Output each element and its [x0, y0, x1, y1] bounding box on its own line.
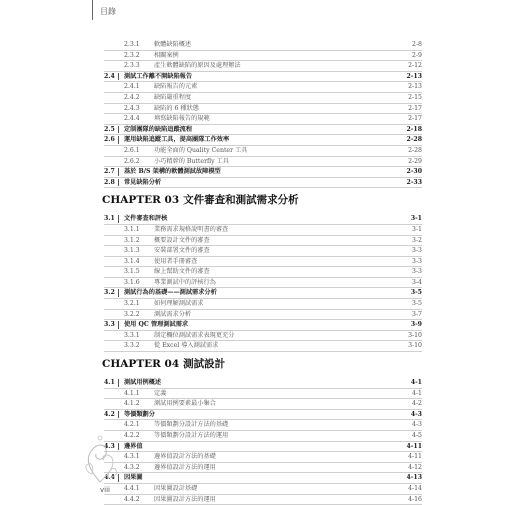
- section-separator: [118, 73, 119, 81]
- section-title: 因果圖設計方法的運用: [154, 495, 216, 503]
- toc-section-row[interactable]: [104, 178, 422, 189]
- page-reference: 3-7: [412, 310, 422, 318]
- toc-section-row[interactable]: [104, 135, 422, 146]
- section-number: 3.1.2: [124, 236, 140, 244]
- floral-ornament: [80, 430, 120, 485]
- toc-subsection-row[interactable]: [104, 420, 422, 431]
- toc-subsection-row[interactable]: [104, 157, 422, 168]
- toc-section-row[interactable]: [104, 288, 422, 299]
- page-reference: 3-5: [412, 300, 422, 308]
- section-number: 2.3.3: [124, 62, 140, 70]
- page-reference: 2-28: [408, 146, 422, 154]
- toc-subsection-row[interactable]: [104, 104, 422, 115]
- section-number: 3.3.1: [124, 331, 140, 339]
- toc-section-row[interactable]: [104, 410, 422, 421]
- section-title: 業務需求規格說明書的審查: [154, 225, 229, 233]
- section-separator: [118, 126, 119, 134]
- section-number: 2.8: [104, 178, 115, 186]
- section-title: 缺陷嚴重程度: [154, 93, 192, 101]
- section-number: 3.2.2: [124, 310, 140, 318]
- page-reference: 4-11: [408, 453, 422, 461]
- section-separator: [118, 168, 119, 176]
- section-title: 小巧精幹的 Butterfly 工具: [154, 157, 229, 165]
- toc-subsection-row[interactable]: [104, 246, 422, 257]
- section-title: 基於 B/S 架構的軟體測試故障模型: [124, 168, 221, 176]
- page-reference: 2-15: [408, 93, 422, 101]
- section-title: 相關案例: [154, 51, 179, 59]
- section-number: 2.4.4: [124, 115, 140, 123]
- section-number: 2.3.1: [124, 41, 140, 48]
- toc-subsection-row[interactable]: [104, 310, 422, 321]
- section-title: 等價類劃分設計方法的基礎: [154, 421, 229, 429]
- section-separator: [118, 289, 119, 297]
- section-title: 概要設計文件的審查: [154, 236, 210, 244]
- section-separator: [118, 379, 119, 387]
- section-title: 從 Excel 導入測試需求: [154, 342, 219, 350]
- chapter-heading: [104, 188, 422, 214]
- toc-section-row[interactable]: [104, 214, 422, 225]
- section-number: 3.2.1: [124, 300, 140, 308]
- section-title: 等價類劃分設計方法的運用: [154, 432, 229, 439]
- section-number: 4.4.2: [124, 495, 140, 503]
- section-number: 2.5: [104, 125, 115, 133]
- section-number: 3.3.2: [124, 342, 140, 350]
- section-number: 3.1.6: [124, 278, 140, 286]
- page-reference: 4-14: [408, 484, 422, 492]
- toc-subsection-row[interactable]: [104, 389, 422, 400]
- page-reference: 3-5: [410, 289, 422, 297]
- section-title: 專業測試中的評核行為: [154, 278, 216, 286]
- section-number: 2.6.2: [124, 157, 140, 165]
- page-reference: 2-8: [412, 41, 422, 48]
- section-separator: [118, 215, 119, 223]
- toc-subsection-row[interactable]: [104, 82, 422, 93]
- section-title: 邊界值設計方法的基礎: [154, 453, 216, 461]
- section-number: 4.1.2: [124, 400, 140, 408]
- toc-section-row[interactable]: [104, 442, 422, 453]
- section-title: 常見缺陷分析: [124, 178, 162, 186]
- toc-section-row[interactable]: [104, 167, 422, 178]
- section-title: 安裝部署文件的審查: [154, 247, 210, 255]
- page-reference: 4-13: [406, 474, 422, 482]
- section-title: 使用 QC 管理測試需求: [124, 321, 189, 329]
- section-title: 線上幫助文件的審查: [154, 268, 210, 276]
- page-reference: 3-3: [412, 257, 422, 265]
- header-rule: [92, 0, 93, 20]
- section-number: 4.2.2: [124, 432, 140, 439]
- page-reference: 4-3: [410, 410, 422, 418]
- page-reference: 3-9: [410, 321, 422, 329]
- page-reference: 3-1: [412, 225, 422, 233]
- page-reference: 3-4: [412, 278, 422, 286]
- running-header: 目錄: [100, 7, 116, 16]
- section-number: 4.3: [104, 442, 115, 450]
- section-title: 產生軟體缺陷的原因及處理辦法: [154, 62, 241, 70]
- section-title: 測試行為的基礎——測試需求分析: [124, 289, 217, 297]
- page-reference: 2-30: [406, 168, 422, 176]
- chapter-label: CHAPTER 04: [102, 358, 180, 371]
- page-reference: 2-13: [406, 72, 422, 80]
- toc-subsection-row[interactable]: [104, 236, 422, 247]
- section-title: 因果圖: [124, 474, 143, 482]
- chapter-label: CHAPTER 03: [102, 194, 180, 207]
- page-reference: 3-3: [412, 268, 422, 276]
- page-reference: 2-17: [408, 104, 422, 112]
- section-number: 3.1.5: [124, 268, 140, 276]
- section-number: 3.1: [104, 215, 115, 223]
- toc-subsection-row[interactable]: [104, 484, 422, 495]
- section-title: 填寫缺陷報告的規範: [154, 115, 210, 123]
- section-number: 3.1.3: [124, 247, 140, 255]
- table-of-contents: [104, 40, 422, 505]
- section-separator: [118, 136, 119, 144]
- page-reference: 2-17: [408, 115, 422, 123]
- page-reference: 2-29: [408, 157, 422, 165]
- toc-section-row[interactable]: [104, 320, 422, 331]
- toc-subsection-row[interactable]: [104, 51, 422, 62]
- section-number: 2.4: [104, 72, 115, 80]
- section-number: 2.4.1: [124, 83, 140, 91]
- page-reference: 2-18: [406, 125, 422, 133]
- page-reference: 4-5: [412, 432, 422, 439]
- section-title: 等價類劃分: [124, 410, 155, 418]
- section-number: 3.1.1: [124, 225, 140, 233]
- toc-subsection-row[interactable]: [104, 114, 422, 125]
- chapter-heading: [104, 352, 422, 378]
- toc-subsection-row[interactable]: [104, 278, 422, 289]
- page-reference: 4-16: [408, 495, 422, 503]
- chapter-title: 測試設計: [183, 358, 226, 371]
- page-reference: 3-3: [412, 247, 422, 255]
- section-number: 2.3.2: [124, 51, 140, 59]
- section-number: 4.1: [104, 379, 115, 387]
- section-title: 制定欄位測試需求表現更充分: [154, 331, 235, 339]
- page-reference: 2-33: [406, 178, 422, 186]
- toc-subsection-row[interactable]: [104, 431, 422, 442]
- section-number: 4.4: [104, 474, 115, 482]
- section-number: 3.3: [104, 321, 115, 329]
- page-reference: 4-1: [410, 379, 422, 387]
- section-number: 3.1.4: [124, 257, 140, 265]
- toc-section-row[interactable]: [104, 72, 422, 83]
- toc-subsection-row[interactable]: [104, 452, 422, 463]
- section-title: 缺陷的 6 種狀態: [154, 104, 199, 112]
- section-number: 3.2: [104, 289, 115, 297]
- section-number: 4.2.1: [124, 421, 140, 429]
- toc-subsection-row[interactable]: [104, 93, 422, 104]
- toc-section-row[interactable]: [104, 125, 422, 136]
- section-number: 2.4.3: [124, 104, 140, 112]
- section-title: 軟體缺陷概述: [154, 41, 192, 48]
- section-title: 邊界值: [124, 442, 143, 450]
- section-title: 功能全面的 Quality Center 工具: [154, 146, 248, 154]
- toc-subsection-row[interactable]: [104, 331, 422, 342]
- toc-subsection-row[interactable]: [104, 463, 422, 474]
- toc-subsection-row[interactable]: [104, 61, 422, 72]
- section-title: 文件審查和評核: [124, 215, 168, 223]
- page-reference: 4-3: [412, 421, 422, 429]
- section-title: 定制團隊的缺陷追蹤流程: [124, 125, 193, 133]
- toc-subsection-row[interactable]: [104, 257, 422, 268]
- section-title: 如何理解測試需求: [154, 300, 204, 308]
- toc-subsection-row[interactable]: [104, 40, 422, 51]
- page-reference: 4-1: [412, 389, 422, 397]
- section-number: 4.4.1: [124, 484, 140, 492]
- section-number: 2.6.1: [124, 146, 140, 154]
- section-number: 2.7: [104, 168, 115, 176]
- section-title: 測試用例要素最小集合: [154, 400, 216, 408]
- toc-subsection-row[interactable]: [104, 146, 422, 157]
- page-reference: 2-28: [406, 136, 422, 144]
- section-number: 4.3.2: [124, 463, 140, 471]
- chapter-title: 文件審查和測試需求分析: [183, 194, 299, 207]
- page-reference: 4-2: [412, 400, 422, 408]
- page-reference: 2-9: [412, 51, 422, 59]
- toc-subsection-row[interactable]: [104, 267, 422, 278]
- toc-section-row[interactable]: [104, 378, 422, 389]
- toc-subsection-row[interactable]: [104, 399, 422, 410]
- page-reference: 4-11: [406, 442, 422, 450]
- section-number: 4.3.1: [124, 453, 140, 461]
- page-reference: 3-10: [408, 342, 422, 350]
- section-title: 測試工作離不開缺陷報告: [124, 72, 193, 80]
- toc-subsection-row[interactable]: [104, 341, 422, 352]
- page-reference: 3-1: [410, 215, 422, 223]
- section-separator: [118, 179, 119, 187]
- page-reference: 2-12: [408, 62, 422, 70]
- page-number: viii: [100, 486, 110, 494]
- section-number: 4.2: [104, 410, 115, 418]
- section-title: 使用者手冊審查: [154, 257, 198, 265]
- page-reference: 3-2: [412, 236, 422, 244]
- toc-subsection-row[interactable]: [104, 299, 422, 310]
- section-title: 測試用例概述: [124, 379, 162, 387]
- section-separator: [118, 321, 119, 329]
- toc-section-row[interactable]: [104, 473, 422, 484]
- section-number: 2.6: [104, 136, 115, 144]
- section-title: 運用缺陷追蹤工具，提高團隊工作效率: [124, 136, 230, 144]
- section-number: 4.1.1: [124, 389, 140, 397]
- toc-subsection-row[interactable]: [104, 225, 422, 236]
- section-title: 邊界值設計方法的運用: [154, 463, 216, 471]
- page-reference: 3-10: [408, 331, 422, 339]
- section-title: 測試需求分析: [154, 310, 192, 318]
- section-number: 2.4.2: [124, 93, 140, 101]
- page-reference: 2-13: [408, 83, 422, 91]
- section-title: 缺陷報告的元素: [154, 83, 198, 91]
- page-reference: 4-12: [408, 463, 422, 471]
- section-separator: [118, 411, 119, 419]
- section-title: 定義: [154, 389, 167, 397]
- section-title: 因果圖設計基礎: [154, 484, 198, 492]
